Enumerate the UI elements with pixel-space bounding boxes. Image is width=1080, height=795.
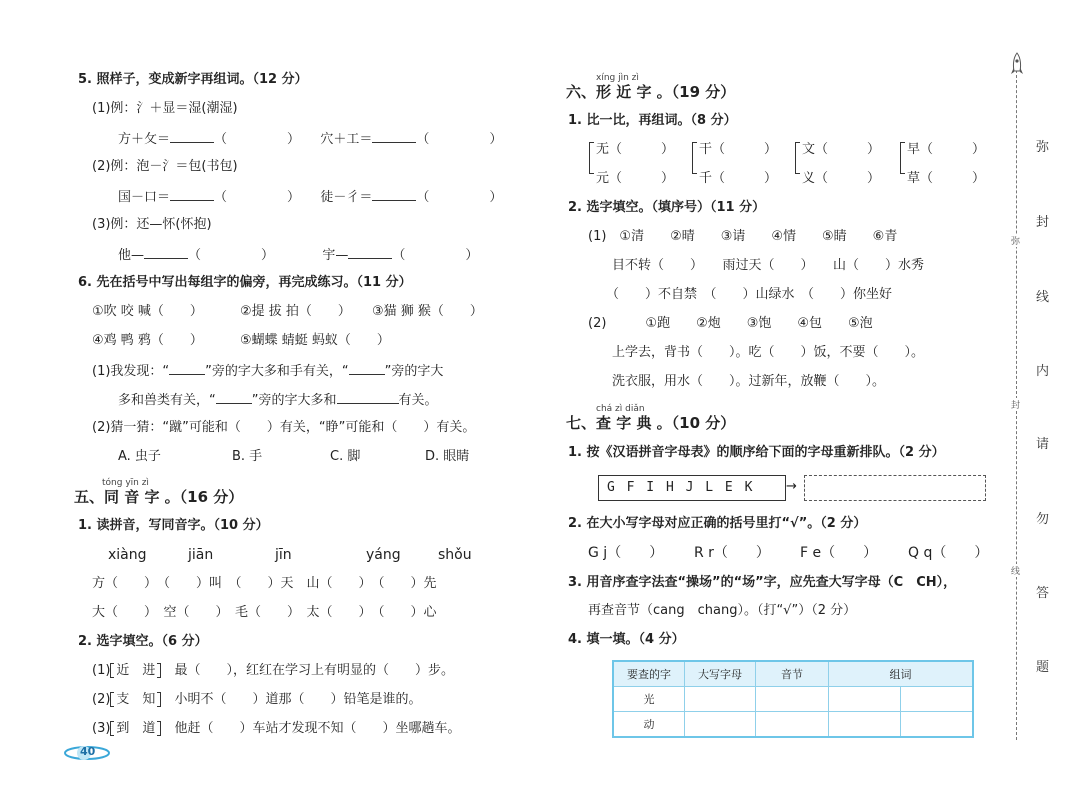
s6q2-line-2a: 上学去，背书（ ）。吃（ ）饭，不要（ ）。 [612, 345, 925, 360]
table-cell[interactable] [829, 712, 901, 738]
table-cell[interactable] [901, 687, 974, 712]
pair-1-top: 无（ ） [596, 142, 675, 157]
s7q2-title: 2. 在大小写字母对应正确的括号里打“√”。（2 分） [568, 516, 867, 531]
table-header: 音节 [756, 661, 829, 687]
s7-pinyin: chá zì diǎn [596, 404, 645, 414]
choice-options: 支 知 [116, 692, 156, 707]
choice-options: 近 进 [116, 663, 156, 678]
letters-sequence: G F I H J L E K [607, 480, 755, 495]
q5-example-3: (3)例：还—怀(怀抱) [92, 217, 212, 232]
s5q1-pinyin-4: shǒu [438, 547, 472, 563]
seal-char-8: 题 [1036, 660, 1050, 675]
bracket-icon [110, 692, 114, 707]
seal-small-1: 弥 [1011, 234, 1020, 247]
paren-open: （ [416, 132, 430, 147]
s5q1-row-2: 大（ ） 空（ ） 毛（ ） 太（ ） （ ）心 [92, 605, 437, 620]
table-header: 组词 [829, 661, 974, 687]
paren-open: （ [392, 248, 406, 263]
table-header: 大写字母 [685, 661, 756, 687]
table-header: 要查的字 [613, 661, 685, 687]
paren-close: ） [489, 132, 503, 147]
s5q2-item-1 [92, 663, 454, 679]
s5q2-item-3 [92, 721, 460, 737]
item-text: 最（ ），红红在学习上有明显的（ ）步。 [174, 663, 454, 678]
answer-blank[interactable] [170, 130, 214, 143]
bracket-icon [157, 692, 161, 707]
seal-small-2: 封 [1011, 398, 1020, 411]
table-cell[interactable] [901, 712, 974, 738]
answer-blank[interactable] [349, 362, 385, 375]
bracket-icon [110, 663, 114, 678]
q6-group-3: ③猫 狮 猴（ ） [372, 304, 483, 319]
seal-char-4: 内 [1036, 364, 1050, 379]
table-cell[interactable] [685, 712, 756, 738]
s6-pinyin: xíng jìn zì [596, 73, 639, 83]
paren-close: ） [465, 248, 479, 263]
bracket-icon [157, 663, 161, 678]
s5q1-row-1: 方（ ） （ ）叫 （ ）天 山（ ） （ ）先 [92, 576, 437, 591]
table-cell[interactable] [756, 712, 829, 738]
paren-close: ） [287, 132, 301, 147]
paren-close: ） [287, 190, 301, 205]
q6-text: 有关。 [398, 393, 438, 408]
lookup-table [612, 660, 974, 738]
q6-option-d: D. 眼睛 [425, 449, 470, 464]
answer-blank[interactable] [216, 391, 252, 404]
rocket-icon [1010, 52, 1024, 78]
table-cell[interactable] [829, 687, 901, 712]
pair-3-top: 文（ ） [802, 142, 881, 157]
q5-line-2 [118, 188, 502, 206]
q6-option-b: B. 手 [232, 449, 263, 464]
brace-icon [589, 142, 594, 174]
table-cell[interactable] [685, 687, 756, 712]
bracket-icon [157, 721, 161, 736]
q6-option-a: A. 虫子 [118, 449, 161, 464]
s6q2-options-1: (1) ①清 ②晴 ③请 ④情 ⑤睛 ⑥青 [588, 229, 898, 244]
s7q1-title: 1. 按《汉语拼音字母表》的顺序给下面的字母重新排队。（2 分） [568, 445, 945, 460]
q6-option-c: C. 脚 [330, 449, 361, 464]
answer-box[interactable] [804, 475, 986, 501]
q6-group-1: ①吹 咬 喊（ ） [92, 304, 203, 319]
seal-char-5: 请 [1036, 437, 1050, 452]
s6q2-line-1b: （ ）不自禁 （ ）山绿水 （ ）你坐好 [606, 287, 893, 302]
item-text: 他赶（ ）车站才发现不知（ ）坐哪趟车。 [174, 721, 461, 736]
paren-open: （ [214, 190, 228, 205]
s5q1-pinyin-2: jīn [275, 547, 292, 563]
paren-close: ） [489, 190, 503, 205]
s6q2-options-2: (2) ①跑 ②炮 ③饱 ④包 ⑤泡 [588, 316, 873, 331]
bracket-icon [110, 721, 114, 736]
s5q1-pinyin-0: xiàng [108, 547, 147, 563]
seal-small-3: 线 [1011, 564, 1020, 577]
s6q1-title: 1. 比一比，再组词。（8 分） [568, 113, 737, 128]
item-label: (3) [92, 721, 111, 736]
q6-text: ”旁的字大 [384, 364, 444, 379]
s7q4-title: 4. 填一填。（4 分） [568, 632, 685, 647]
s7q2-item-3: F e（ ） [800, 545, 878, 561]
table-cell[interactable] [756, 687, 829, 712]
q6-group-4: ④鸡 鸭 鸦（ ） [92, 333, 203, 348]
q6-text: ”旁的字大多和手有关，“ [205, 364, 349, 379]
letters-box [598, 475, 786, 501]
pair-4-bottom: 草（ ） [907, 171, 986, 186]
answer-blank[interactable] [372, 188, 416, 201]
table-row [613, 687, 973, 712]
q6-part1-line2 [118, 391, 438, 409]
answer-blank[interactable] [169, 362, 205, 375]
table-header-row [613, 661, 973, 687]
seal-char-7: 答 [1036, 586, 1050, 601]
seal-char-6: 勿 [1036, 512, 1050, 527]
page-number-badge [62, 744, 112, 762]
answer-blank[interactable] [337, 391, 399, 404]
seal-char-2: 封 [1036, 215, 1050, 230]
q6-title: 6. 先在括号中写出每组字的偏旁，再完成练习。（11 分） [78, 275, 412, 290]
q5-l1b: 穴＋工＝ [320, 132, 373, 147]
q5-l2b: 徒－彳＝ [320, 190, 373, 205]
q6-group-2: ②提 拔 拍（ ） [240, 304, 351, 319]
s5q1-pinyin-3: yáng [366, 547, 401, 563]
pair-2-bottom: 千（ ） [699, 171, 778, 186]
q6-text: (1)我发现：“ [92, 364, 170, 379]
q5-l3b: 宇— [322, 248, 349, 263]
pair-2-top: 干（ ） [699, 142, 778, 157]
brace-icon [900, 142, 905, 174]
pair-1-bottom: 元（ ） [596, 171, 675, 186]
s7q3-line-2: 再查音节（cang chang）。（打“√”）（2 分） [588, 603, 857, 618]
s5q2-item-2 [92, 692, 421, 708]
answer-blank[interactable] [144, 246, 188, 259]
item-label: (1) [92, 663, 111, 678]
s6q2-title: 2. 选字填空。（填序号）（11 分） [568, 200, 766, 215]
s6q2-line-2b: 洗衣服，用水（ ）。过新年，放鞭（ ）。 [612, 374, 886, 389]
paren-open: （ [416, 190, 430, 205]
choice-options: 到 道 [116, 721, 156, 736]
paren-open: （ [214, 132, 228, 147]
s7q2-item-2: R r（ ） [694, 545, 770, 561]
q6-group-5: ⑤蝴蝶 蜻蜓 蚂蚁（ ） [240, 333, 390, 348]
table-cell: 光 [613, 687, 685, 712]
s5-title: 五、同 音 字 。（16 分） [74, 488, 244, 506]
q5-example-1: (1)例：氵＋显＝湿(潮湿) [92, 101, 238, 116]
q6-part2: (2)猜一猜：“蹴”可能和（ ）有关，“睁”可能和（ ）有关。 [92, 420, 476, 435]
s5q1-pinyin-1: jiān [188, 547, 214, 563]
item-text: 小明不（ ）道那（ ）铅笔是谁的。 [174, 692, 422, 707]
s7q3-line-1: 3. 用音序查字法查“操场”的“场”字，应先查大写字母（C CH）， [568, 575, 957, 590]
q5-l3a: 他— [118, 248, 145, 263]
answer-blank[interactable] [170, 188, 214, 201]
arrow-icon: → [786, 479, 797, 494]
table-row [613, 712, 973, 738]
q5-l1a: 方＋攵＝ [118, 132, 171, 147]
answer-blank[interactable] [348, 246, 392, 259]
s7-title: 七、查 字 典 。（10 分） [566, 414, 736, 432]
q6-text: ”旁的字大多和 [251, 393, 337, 408]
s5-pinyin: tóng yīn zì [102, 478, 149, 488]
q5-example-2: (2)例：泡－氵＝包(书包) [92, 159, 238, 174]
paren-close: ） [261, 248, 275, 263]
page-number: 40 [80, 745, 96, 758]
q5-l2a: 国－口＝ [118, 190, 171, 205]
q6-text: 多和兽类有关，“ [118, 393, 216, 408]
pair-4-top: 早（ ） [907, 142, 986, 157]
q5-line-3 [118, 246, 478, 264]
answer-blank[interactable] [372, 130, 416, 143]
item-label: (2) [92, 692, 111, 707]
seal-char-3: 线 [1036, 290, 1050, 305]
pair-3-bottom: 义（ ） [802, 171, 881, 186]
q5-title: 5. 照样子，变成新字再组词。（12 分） [78, 72, 308, 87]
s6q2-line-1a: 目不转（ ） 雨过天（ ） 山（ ）水秀 [612, 258, 925, 273]
paren-open: （ [188, 248, 202, 263]
table-cell: 动 [613, 712, 685, 738]
brace-icon [692, 142, 697, 174]
q5-line-1 [118, 130, 502, 148]
s5q2-title: 2. 选字填空。（6 分） [78, 634, 208, 649]
brace-icon [795, 142, 800, 174]
q6-part1-line1 [92, 362, 443, 380]
s7q2-item-1: G j（ ） [588, 545, 664, 561]
s6-title: 六、形 近 字 。（19 分） [566, 83, 736, 101]
s5q1-title: 1. 读拼音，写同音字。（10 分） [78, 518, 269, 533]
s7q2-item-4: Q q（ ） [908, 545, 989, 561]
seal-char-1: 弥 [1036, 140, 1050, 155]
